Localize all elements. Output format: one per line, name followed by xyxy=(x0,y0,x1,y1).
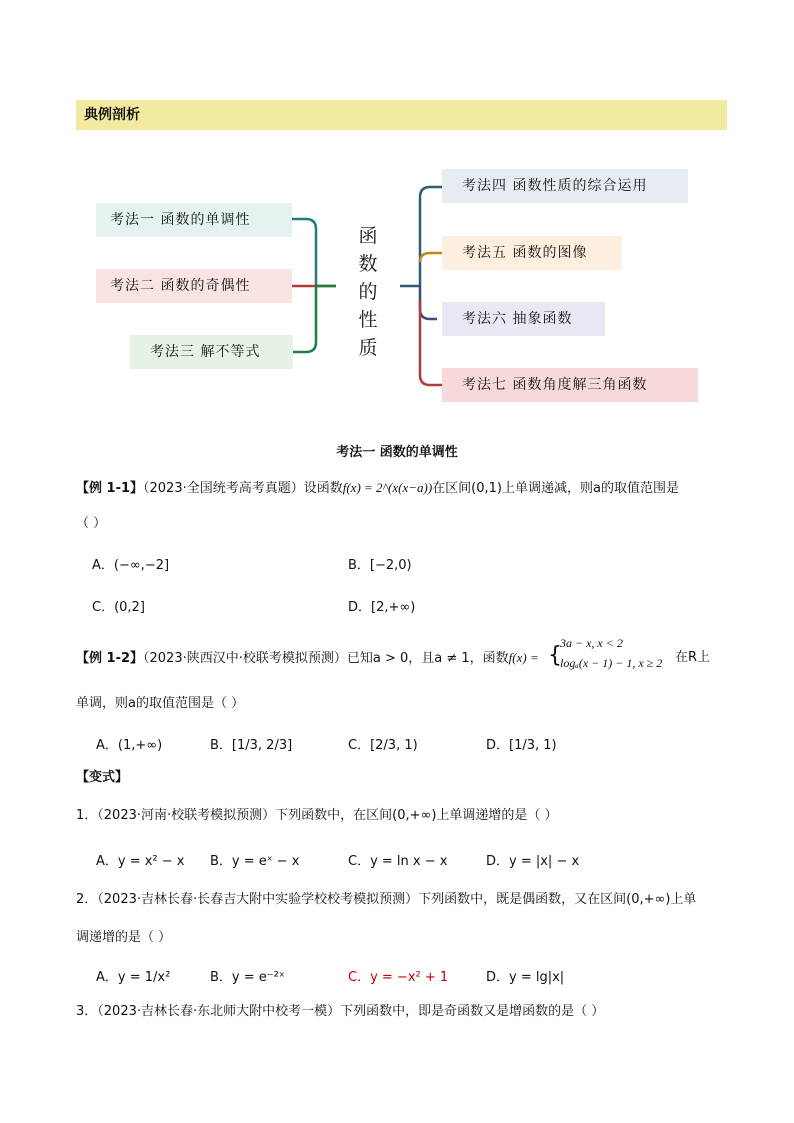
example-rest: 在R上 xyxy=(675,650,711,665)
example-1-2 xyxy=(76,648,539,669)
variant-title: 【变式】 xyxy=(76,770,129,785)
section-title: 考法一 函数的单调性 xyxy=(336,445,458,460)
node-label: 考法七 函数角度解三角函数 xyxy=(462,377,648,393)
node-label: 考法六 抽象函数 xyxy=(462,311,573,327)
mindmap-node-left-3 xyxy=(130,335,293,369)
piecewise-case-1: 3a − x, x < 2 xyxy=(560,636,623,650)
banner-title: 典例剖析 xyxy=(84,107,140,123)
option-c: C．(0,2] xyxy=(92,600,145,615)
mindmap-node-right-7 xyxy=(442,368,698,402)
option-b: B．[1/3, 2/3] xyxy=(210,738,293,753)
question-2: 2．（2023·吉林长春·长春吉大附中实验学校校考模拟预测）下列函数中，既是偶函数，又在区间(0,+∞)上单 xyxy=(76,892,697,907)
example-prefix: 【例 1-2】 xyxy=(76,651,144,666)
option-b: B．[−2,0) xyxy=(348,558,412,573)
example-source: （2023·全国统考高考真题）设函数 xyxy=(143,481,343,496)
example-function: f(x) = 2^(x(x−a)) xyxy=(342,480,433,495)
question-3: 3．（2023·吉林长春·东北师大附中校考一模）下列函数中，即是奇函数又是增函数的是（ ） xyxy=(76,1004,605,1019)
question-1: 1．（2023·河南·校联考模拟预测）下列函数中，在区间(0,+∞)上单调递增的是（ ） xyxy=(76,808,558,823)
connector-right-4 xyxy=(420,187,442,286)
option-c: C．y = −x² + 1 xyxy=(348,970,449,985)
example-line-2: 单调，则a的取值范围是（ ） xyxy=(76,696,245,711)
connector-left-1 xyxy=(292,219,316,285)
node-label: 考法四 函数性质的综合运用 xyxy=(462,178,648,194)
node-label: 考法三 解不等式 xyxy=(150,344,261,360)
option-d: D．y = lg|x| xyxy=(486,970,565,985)
option-d: D．[1/3, 1) xyxy=(486,738,557,753)
mindmap-node-left-1 xyxy=(96,203,292,237)
option-b: B．y = e⁻²ˣ xyxy=(210,970,285,985)
option-d: D．y = |x| − x xyxy=(486,854,580,869)
connector-right-6 xyxy=(420,286,437,319)
node-label: 考法五 函数的图像 xyxy=(462,245,588,261)
example-function: f(x) = xyxy=(508,650,539,665)
question-2-line-2: 调递增的是（ ） xyxy=(76,930,172,945)
example-prefix: 【例 1-1】 xyxy=(76,481,144,496)
mindmap-node-left-2 xyxy=(96,269,292,303)
mindmap-node-right-4 xyxy=(442,169,688,203)
mindmap-center-title: 函数的性质 xyxy=(358,225,378,359)
mindmap-node-right-6 xyxy=(442,302,605,336)
piecewise-brace: { xyxy=(548,643,562,668)
connector-right-5 xyxy=(420,253,442,262)
option-c: C．y = ln x − x xyxy=(348,854,448,869)
option-c: C．[2/3, 1) xyxy=(348,738,418,753)
connector-left-3 xyxy=(293,287,316,352)
option-d: D．[2,+∞) xyxy=(348,600,416,615)
node-label: 考法一 函数的单调性 xyxy=(110,212,251,228)
option-a: A．y = 1/x² xyxy=(96,970,171,985)
option-b: B．y = eˣ − x xyxy=(210,854,300,869)
example-source: （2023·陕西汉中·校联考模拟预测）已知a > 0，且a ≠ 1，函数 xyxy=(143,651,509,666)
connector-right-7 xyxy=(420,300,442,385)
answer-paren: （ ） xyxy=(76,516,107,531)
example-1-1 xyxy=(76,478,679,499)
example-rest: 在区间(0,1)上单调递减，则a的取值范围是 xyxy=(432,481,679,496)
node-label: 考法二 函数的奇偶性 xyxy=(110,278,251,294)
option-a: A．(1,+∞) xyxy=(96,738,163,753)
option-a: A．y = x² − x xyxy=(96,854,185,869)
mindmap-node-right-5 xyxy=(442,236,622,270)
option-a: A．(−∞,−2] xyxy=(92,558,170,573)
piecewise-case-2: logₐ(x − 1) − 1, x ≥ 2 xyxy=(560,656,663,670)
